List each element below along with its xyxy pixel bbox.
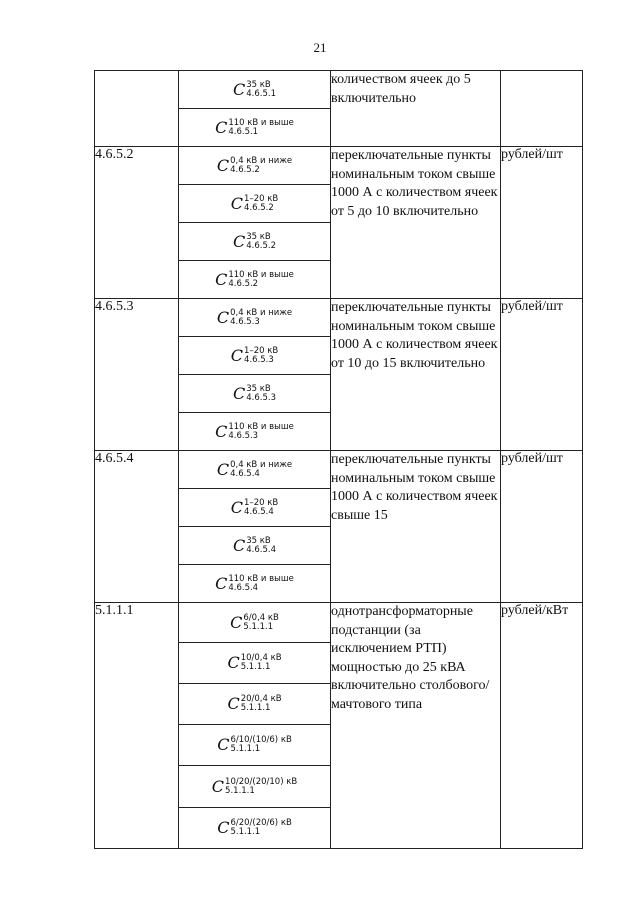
coefficient-letter: C <box>233 535 246 555</box>
coefficient-symbol <box>179 603 330 643</box>
item-description: однотрансформаторные подстанции (за исключением РТП) мощностью до 25 кВА включительно столбового/мачтового типа <box>331 603 501 849</box>
coefficient-symbol <box>179 337 330 375</box>
page-number: 21 <box>313 40 327 55</box>
coefficient-symbol <box>179 71 330 109</box>
item-unit: рублей/шт <box>501 147 583 299</box>
coefficient-subscript: 4.6.5.4 <box>228 582 259 593</box>
coefficient-superscript: 10/20/(20/10) кВ <box>225 776 298 787</box>
coefficient-subscript: 4.6.5.4 <box>244 506 274 517</box>
coefficient-subscript: 4.6.5.2 <box>244 202 274 213</box>
item-unit: рублей/кВт <box>501 603 583 849</box>
coefficient-superscript: 1–20 кВ <box>244 345 279 356</box>
coefficient-symbol <box>179 489 330 527</box>
item-code: 4.6.5.2 <box>95 147 179 299</box>
coefficient-symbol <box>179 725 330 766</box>
coefficient-superscript: 6/20/(20/6) кВ <box>230 818 292 828</box>
table-row <box>95 147 583 299</box>
coefficient-letter: C <box>233 383 246 403</box>
coefficient-symbol <box>179 808 330 848</box>
coefficient-superscript: 6/0,4 кВ <box>243 612 279 623</box>
coefficient-subscript: 4.6.5.3 <box>244 354 274 365</box>
coefficient-letter: C <box>215 573 228 593</box>
coefficient-symbol <box>179 223 330 261</box>
coefficient-subscript: 4.6.5.1 <box>228 126 259 137</box>
coefficient-subscript: 4.6.5.4 <box>230 468 260 479</box>
coefficient-subscript: 5.1.1.1 <box>225 785 255 796</box>
coefficient-letter: C <box>230 612 243 632</box>
table-row <box>95 299 583 451</box>
coefficient-subscript: 5.1.1.1 <box>240 703 271 713</box>
coefficient-letter: C <box>216 155 230 175</box>
coefficient-letter: C <box>233 231 246 251</box>
coefficient-subscript: 5.1.1.1 <box>230 744 261 754</box>
coefficient-subscript: 4.6.5.3 <box>230 316 260 327</box>
coefficient-subscript: 4.6.5.3 <box>228 430 259 441</box>
item-unit: рублей/шт <box>501 451 583 603</box>
coefficient-symbol <box>179 527 330 565</box>
coefficient-symbol <box>179 451 330 489</box>
item-description: переключательные пункты номинальным током свыше 1000 А с количеством ячеек от 5 до 10 включительно <box>331 147 501 299</box>
coefficient-subscript: 4.6.5.1 <box>246 88 276 99</box>
coefficient-superscript: 35 кВ <box>246 79 271 90</box>
coefficient-superscript: 110 кВ и выше <box>228 573 294 584</box>
coefficient-cell <box>179 451 331 603</box>
table-row <box>95 451 583 603</box>
table-row <box>95 71 583 147</box>
coefficient-cell <box>179 147 331 299</box>
table-row <box>95 603 583 849</box>
coefficient-superscript: 110 кВ и выше <box>228 269 294 280</box>
coefficient-cell <box>179 299 331 451</box>
coefficient-symbol <box>179 766 330 808</box>
item-code <box>95 71 179 147</box>
coefficient-subscript: 4.6.5.2 <box>246 240 276 251</box>
coefficient-superscript: 35 кВ <box>246 383 271 394</box>
coefficient-symbol <box>179 413 330 450</box>
coefficient-letter: C <box>233 79 246 99</box>
coefficient-letter: C <box>215 269 228 289</box>
coefficient-superscript: 35 кВ <box>246 535 271 546</box>
coefficient-letter: C <box>216 307 230 327</box>
coefficient-superscript: 10/0,4 кВ <box>240 653 282 663</box>
coefficient-symbol <box>179 109 330 146</box>
item-code: 4.6.5.4 <box>95 451 179 603</box>
item-description: переключательные пункты номинальным током свыше 1000 А с количеством ячеек от 10 до 15 включительно <box>331 299 501 451</box>
item-code: 5.1.1.1 <box>95 603 179 849</box>
coefficient-letter: C <box>215 117 228 137</box>
coefficient-letter: C <box>230 193 244 213</box>
coefficient-superscript: 0,4 кВ и ниже <box>230 155 293 166</box>
coefficient-cell <box>179 71 331 147</box>
item-unit <box>501 71 583 147</box>
coefficient-symbol <box>179 565 330 602</box>
coefficient-symbol <box>179 147 330 185</box>
coefficient-superscript: 0,4 кВ и ниже <box>230 459 293 470</box>
coefficient-letter: C <box>211 776 225 796</box>
coefficient-symbol <box>179 375 330 413</box>
coefficient-superscript: 110 кВ и выше <box>228 117 294 128</box>
coefficient-superscript: 35 кВ <box>246 231 271 242</box>
coefficient-subscript: 5.1.1.1 <box>230 827 261 837</box>
item-unit: рублей/шт <box>501 299 583 451</box>
coefficient-superscript: 1–20 кВ <box>244 193 279 204</box>
coefficient-subscript: 4.6.5.2 <box>228 278 259 289</box>
coefficient-subscript: 4.6.5.3 <box>246 392 276 403</box>
coefficient-superscript: 0,4 кВ и ниже <box>230 307 293 318</box>
coefficient-letter: C <box>230 497 244 517</box>
coefficient-letter: C <box>217 818 230 837</box>
coefficient-subscript: 5.1.1.1 <box>243 621 274 632</box>
coefficient-letter: C <box>217 735 230 754</box>
coefficient-symbol <box>179 643 330 684</box>
coefficient-letter: C <box>216 459 230 479</box>
coefficient-superscript: 110 кВ и выше <box>228 421 294 432</box>
tariff-table <box>94 70 583 849</box>
coefficient-symbol <box>179 684 330 725</box>
coefficient-letter: C <box>230 345 244 365</box>
coefficient-symbol <box>179 185 330 223</box>
coefficient-superscript: 20/0,4 кВ <box>240 694 282 704</box>
coefficient-cell <box>179 603 331 849</box>
coefficient-subscript: 4.6.5.2 <box>230 164 260 175</box>
coefficient-superscript: 1–20 кВ <box>244 497 279 508</box>
coefficient-letter: C <box>227 653 240 672</box>
coefficient-subscript: 5.1.1.1 <box>240 662 271 672</box>
coefficient-letter: C <box>227 694 240 713</box>
coefficient-symbol <box>179 261 330 298</box>
coefficient-letter: C <box>215 421 228 441</box>
item-description: количеством ячеек до 5 включительно <box>331 71 501 147</box>
coefficient-symbol <box>179 299 330 337</box>
item-code: 4.6.5.3 <box>95 299 179 451</box>
item-description: переключательные пункты номинальным током свыше 1000 А с количеством ячеек свыше 15 <box>331 451 501 603</box>
coefficient-superscript: 6/10/(10/6) кВ <box>230 735 292 745</box>
coefficient-subscript: 4.6.5.4 <box>246 544 276 555</box>
